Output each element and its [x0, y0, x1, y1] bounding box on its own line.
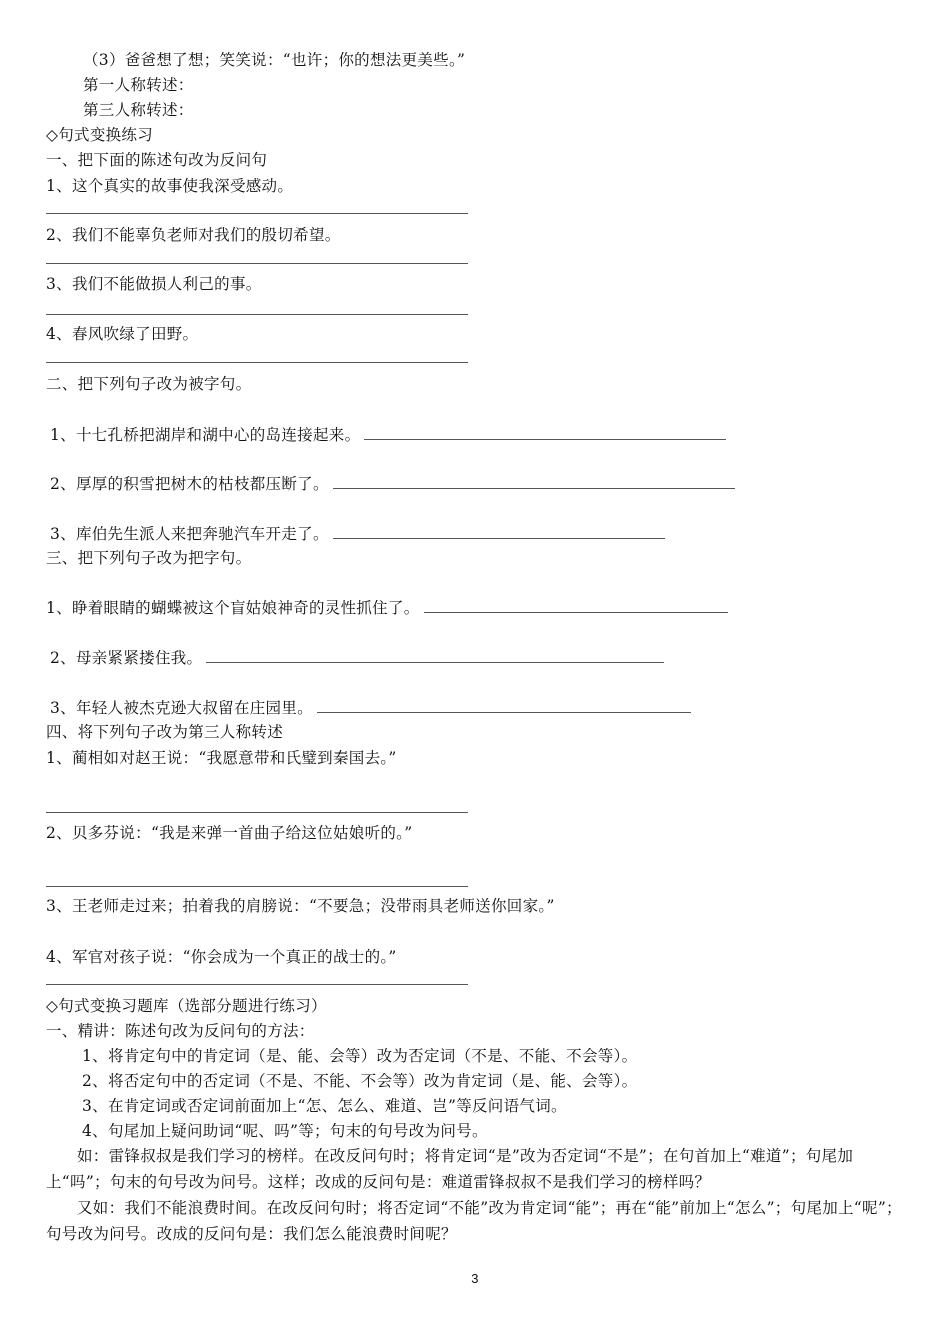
method-1: 1、将肯定句中的肯定词（是、能、会等）改为否定词（不是、不能、不会等）。 [82, 1047, 638, 1065]
s4-item-1: 1、蔺相如对赵王说：“我愿意带和氏璧到秦国去。” [46, 749, 397, 767]
answer-blank[interactable] [46, 213, 468, 214]
answer-blank[interactable] [46, 263, 468, 264]
example-1: 如：雷锋叔叔是我们学习的榜样。在改反问句时；将肯定词“是”改为否定词“不是”；在句首加上“难道”；句尾加上“吗”；句末的句号改为问号。这样；改成的反问句是：难道雷锋叔叔不是我们学习的榜样吗？ [46, 1147, 854, 1191]
s1-item-1: 1、这个真实的故事使我深受感动。 [46, 177, 294, 195]
s1-item-2: 2、我们不能辜负老师对我们的殷切希望。 [46, 226, 341, 244]
s3-item-2-text: 2、母亲紧紧搂住我。 [50, 649, 203, 667]
s2-item-2-text: 2、厚厚的积雪把树木的枯枝都压断了。 [50, 475, 329, 493]
s2-item-2 [50, 474, 735, 494]
answer-blank[interactable] [46, 812, 468, 813]
section-4-title: 四、将下列句子改为第三人称转述 [46, 723, 284, 741]
s1-item-3: 3、我们不能做损人利己的事。 [46, 275, 262, 293]
practice-heading: ◇句式变换练习 [46, 126, 154, 144]
s2-item-3 [50, 524, 665, 544]
method-3: 3、在肯定词或否定词前面加上“怎、怎么、难道、岂”等反问语气词。 [82, 1097, 567, 1115]
answer-blank[interactable] [46, 984, 468, 985]
answer-blank[interactable] [206, 648, 664, 663]
s3-item-1 [46, 598, 728, 618]
third-person-label: 第三人称转述： [83, 101, 194, 119]
s4-item-4: 4、军官对孩子说：“你会成为一个真正的战士的。” [46, 948, 397, 966]
s1-item-4: 4、春风吹绿了田野。 [46, 325, 199, 343]
section-1-title: 一、把下面的陈述句改为反问句 [46, 151, 268, 169]
answer-blank[interactable] [333, 524, 665, 539]
s3-item-3-text: 3、年轻人被杰克逊大叔留在庄园里。 [50, 699, 313, 717]
s2-item-3-text: 3、库伯先生派人来把奔驰汽车开走了。 [50, 525, 329, 543]
answer-blank[interactable] [46, 314, 468, 315]
bank-section-1-title: 一、精讲：陈述句改为反问句的方法： [46, 1022, 315, 1040]
first-person-label: 第一人称转述： [83, 76, 194, 94]
method-2: 2、将否定句中的否定词（不是、不能、不会等）改为肯定词（是、能、会等）。 [82, 1072, 638, 1090]
s3-item-2 [50, 648, 664, 668]
s3-item-3 [50, 698, 691, 718]
s4-item-3: 3、王老师走过来；拍着我的肩膀说：“不要急；没带雨具老师送你回家。” [46, 897, 555, 915]
answer-blank[interactable] [333, 474, 735, 489]
method-4: 4、句尾加上疑问助词“呢、吗”等；句末的句号改为问号。 [82, 1122, 488, 1140]
answer-blank[interactable] [46, 886, 468, 887]
answer-blank[interactable] [317, 698, 691, 713]
answer-blank[interactable] [46, 362, 468, 363]
bank-heading: ◇句式变换习题库（选部分题进行练习） [46, 997, 327, 1015]
answer-blank[interactable] [364, 425, 726, 440]
s2-item-1-text: 1、十七孔桥把湖岸和湖中心的岛连接起来。 [50, 426, 361, 444]
s4-item-2: 2、贝多芬说：“我是来弹一首曲子给这位姑娘听的。” [46, 824, 413, 842]
answer-blank[interactable] [424, 598, 728, 613]
section-2-title: 二、把下列句子改为被字句。 [46, 375, 252, 393]
section-3-title: 三、把下列句子改为把字句。 [46, 549, 252, 567]
s3-item-1-text: 1、睁着眼睛的蝴蝶被这个盲姑娘神奇的灵性抓住了。 [46, 599, 420, 617]
example-2: 又如：我们不能浪费时间。在改反问句时；将否定词“不能”改为肯定词“能”；再在“能”前加上“怎么”；句尾加上“呢”；句号改为问号。改成的反问句是：我们怎么能浪费时间呢？ [46, 1199, 902, 1243]
page-number: 3 [471, 1271, 479, 1286]
sentence-3: （3）爸爸想了想；笑笑说：“也许；你的想法更美些。” [83, 51, 466, 69]
s2-item-1 [50, 425, 726, 445]
